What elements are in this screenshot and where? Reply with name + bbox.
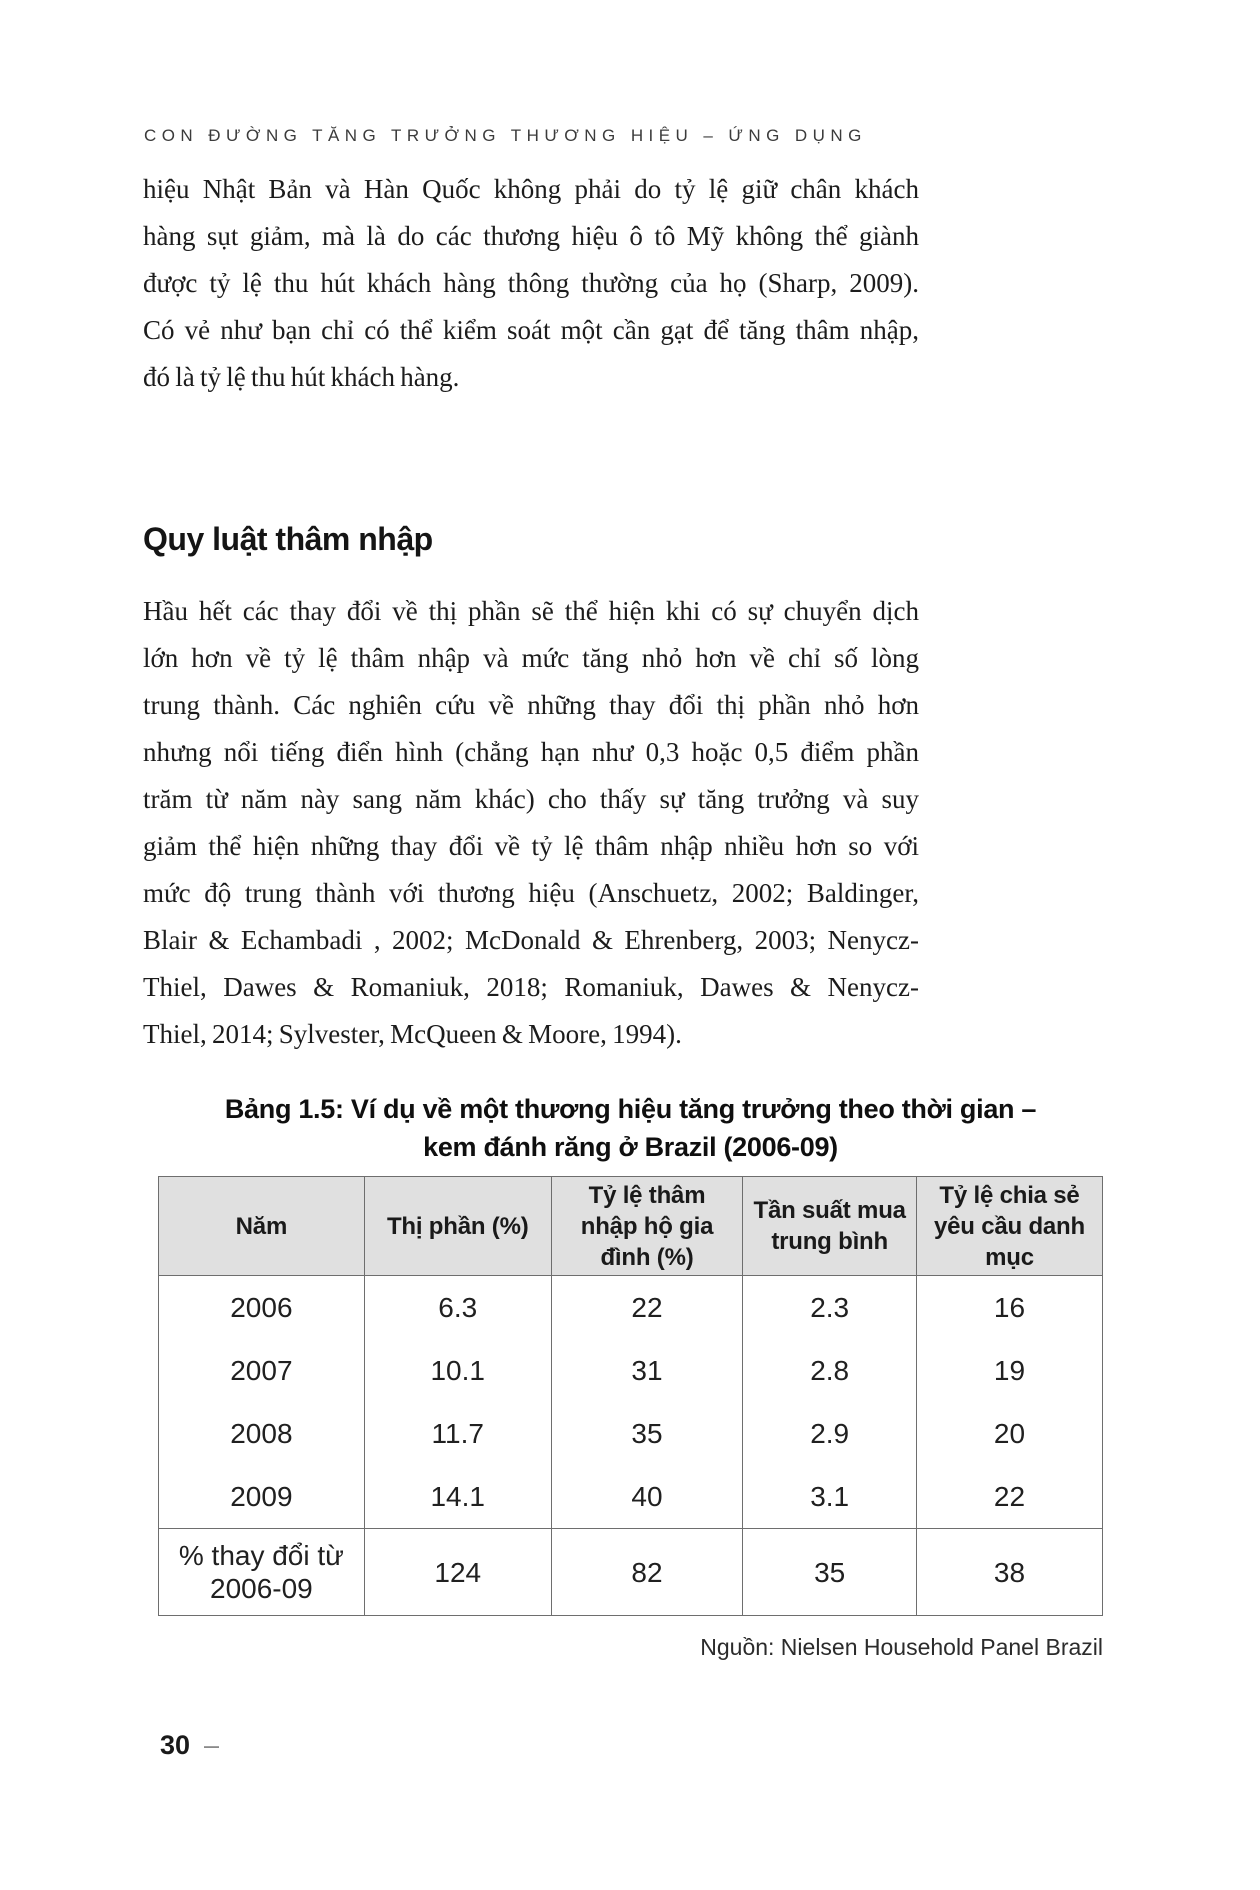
text-line: đó là tỷ lệ thu hút khách hàng. bbox=[143, 362, 460, 392]
text-line: hàng sụt giảm, mà là do các thương hiệu ô tô Mỹ không thể giành bbox=[143, 221, 919, 251]
header-cell-penetration: Tỷ lệ thâm nhập hộ gia đình (%) bbox=[551, 1177, 743, 1276]
table-cell: 124 bbox=[364, 1529, 551, 1616]
table-cell: 22 bbox=[551, 1276, 743, 1340]
summary-label: % thay đổi từ 2006-09 bbox=[159, 1529, 365, 1616]
table-cell: 19 bbox=[917, 1339, 1103, 1402]
table-body bbox=[159, 1276, 1103, 1616]
table-header bbox=[159, 1177, 1103, 1276]
table-cell: 2009 bbox=[159, 1465, 365, 1529]
text-line: mức độ trung thành với thương hiệu (Anschuetz, 2002; Baldinger, bbox=[143, 878, 919, 908]
text-line: trăm từ năm này sang năm khác) cho thấy sự tăng trưởng và suy bbox=[143, 784, 919, 814]
table-cell: 2007 bbox=[159, 1339, 365, 1402]
paragraph-1 bbox=[143, 166, 919, 401]
table-cell: 11.7 bbox=[364, 1402, 551, 1465]
paragraph-2 bbox=[143, 588, 919, 1058]
table-cell: 6.3 bbox=[364, 1276, 551, 1340]
text-line: trung thành. Các nghiên cứu về những thay đổi thị phần nhỏ hơn bbox=[143, 690, 919, 720]
page-number: 30 bbox=[160, 1730, 191, 1760]
table-cell: 38 bbox=[917, 1529, 1103, 1616]
table-cell: 16 bbox=[917, 1276, 1103, 1340]
table-caption-line-1: Bảng 1.5: Ví dụ về một thương hiệu tăng trưởng theo thời gian – bbox=[224, 1094, 1037, 1124]
text-line: Hầu hết các thay đổi về thị phần sẽ thể hiện khi có sự chuyển dịch bbox=[143, 596, 919, 626]
table-header-row bbox=[159, 1177, 1103, 1276]
running-header: CON ĐƯỜNG TĂNG TRƯỞNG THƯƠNG HIỆU – ỨNG DỤNG bbox=[144, 126, 867, 145]
table-cell: 31 bbox=[551, 1339, 743, 1402]
table-row bbox=[159, 1339, 1103, 1402]
text-line: giảm thể hiện những thay đổi về tỷ lệ thâm nhập nhiều hơn so với bbox=[143, 831, 919, 861]
header-cell-year: Năm bbox=[159, 1177, 365, 1276]
text-line: Blair & Echambadi , 2002; McDonald & Ehrenberg, 2003; Nenycz- bbox=[143, 925, 919, 955]
table-cell: 10.1 bbox=[364, 1339, 551, 1402]
header-cell-frequency: Tần suất mua trung bình bbox=[743, 1177, 917, 1276]
table-cell: 82 bbox=[551, 1529, 743, 1616]
text-line: được tỷ lệ thu hút khách hàng thông thường của họ (Sharp, 2009). bbox=[143, 268, 919, 298]
table-cell: 2.9 bbox=[743, 1402, 917, 1465]
section-heading: Quy luật thâm nhập bbox=[143, 521, 433, 557]
page-footer bbox=[160, 1730, 219, 1761]
table-caption bbox=[158, 1090, 1103, 1166]
table-cell: 40 bbox=[551, 1465, 743, 1529]
table-cell: 14.1 bbox=[364, 1465, 551, 1529]
table-cell: 2006 bbox=[159, 1276, 365, 1340]
text-line: Có vẻ như bạn chỉ có thể kiểm soát một cần gạt để tăng thâm nhập, bbox=[143, 315, 919, 345]
table-row bbox=[159, 1465, 1103, 1529]
table-row bbox=[159, 1402, 1103, 1465]
header-cell-share-of-requirements: Tỷ lệ chia sẻ yêu cầu danh mục bbox=[917, 1177, 1103, 1276]
table-cell: 2.3 bbox=[743, 1276, 917, 1340]
table-caption-line-2: kem đánh răng ở Brazil (2006-09) bbox=[423, 1132, 838, 1162]
summary-row bbox=[159, 1529, 1103, 1616]
text-line: nhưng nổi tiếng điển hình (chẳng hạn như 0,3 hoặc 0,5 điểm phần bbox=[143, 737, 919, 767]
text-line: Thiel, Dawes & Romaniuk, 2018; Romaniuk, Dawes & Nenycz- bbox=[143, 972, 919, 1002]
text-line: Thiel, 2014; Sylvester, McQueen & Moore, 1994). bbox=[143, 1019, 682, 1049]
header-cell-market-share: Thị phần (%) bbox=[364, 1177, 551, 1276]
table-cell: 35 bbox=[551, 1402, 743, 1465]
table-cell: 20 bbox=[917, 1402, 1103, 1465]
table-cell: 3.1 bbox=[743, 1465, 917, 1529]
text-line: hiệu Nhật Bản và Hàn Quốc không phải do tỷ lệ giữ chân khách bbox=[143, 174, 919, 204]
table-row bbox=[159, 1276, 1103, 1340]
table-cell: 2008 bbox=[159, 1402, 365, 1465]
source-note: Nguồn: Nielsen Household Panel Brazil bbox=[700, 1634, 1103, 1660]
table-cell: 22 bbox=[917, 1465, 1103, 1529]
table-cell: 35 bbox=[743, 1529, 917, 1616]
data-table bbox=[158, 1176, 1103, 1616]
page-number-dash: – bbox=[204, 1730, 220, 1760]
table-cell: 2.8 bbox=[743, 1339, 917, 1402]
text-line: lớn hơn về tỷ lệ thâm nhập và mức tăng nhỏ hơn về chỉ số lòng bbox=[143, 643, 919, 673]
